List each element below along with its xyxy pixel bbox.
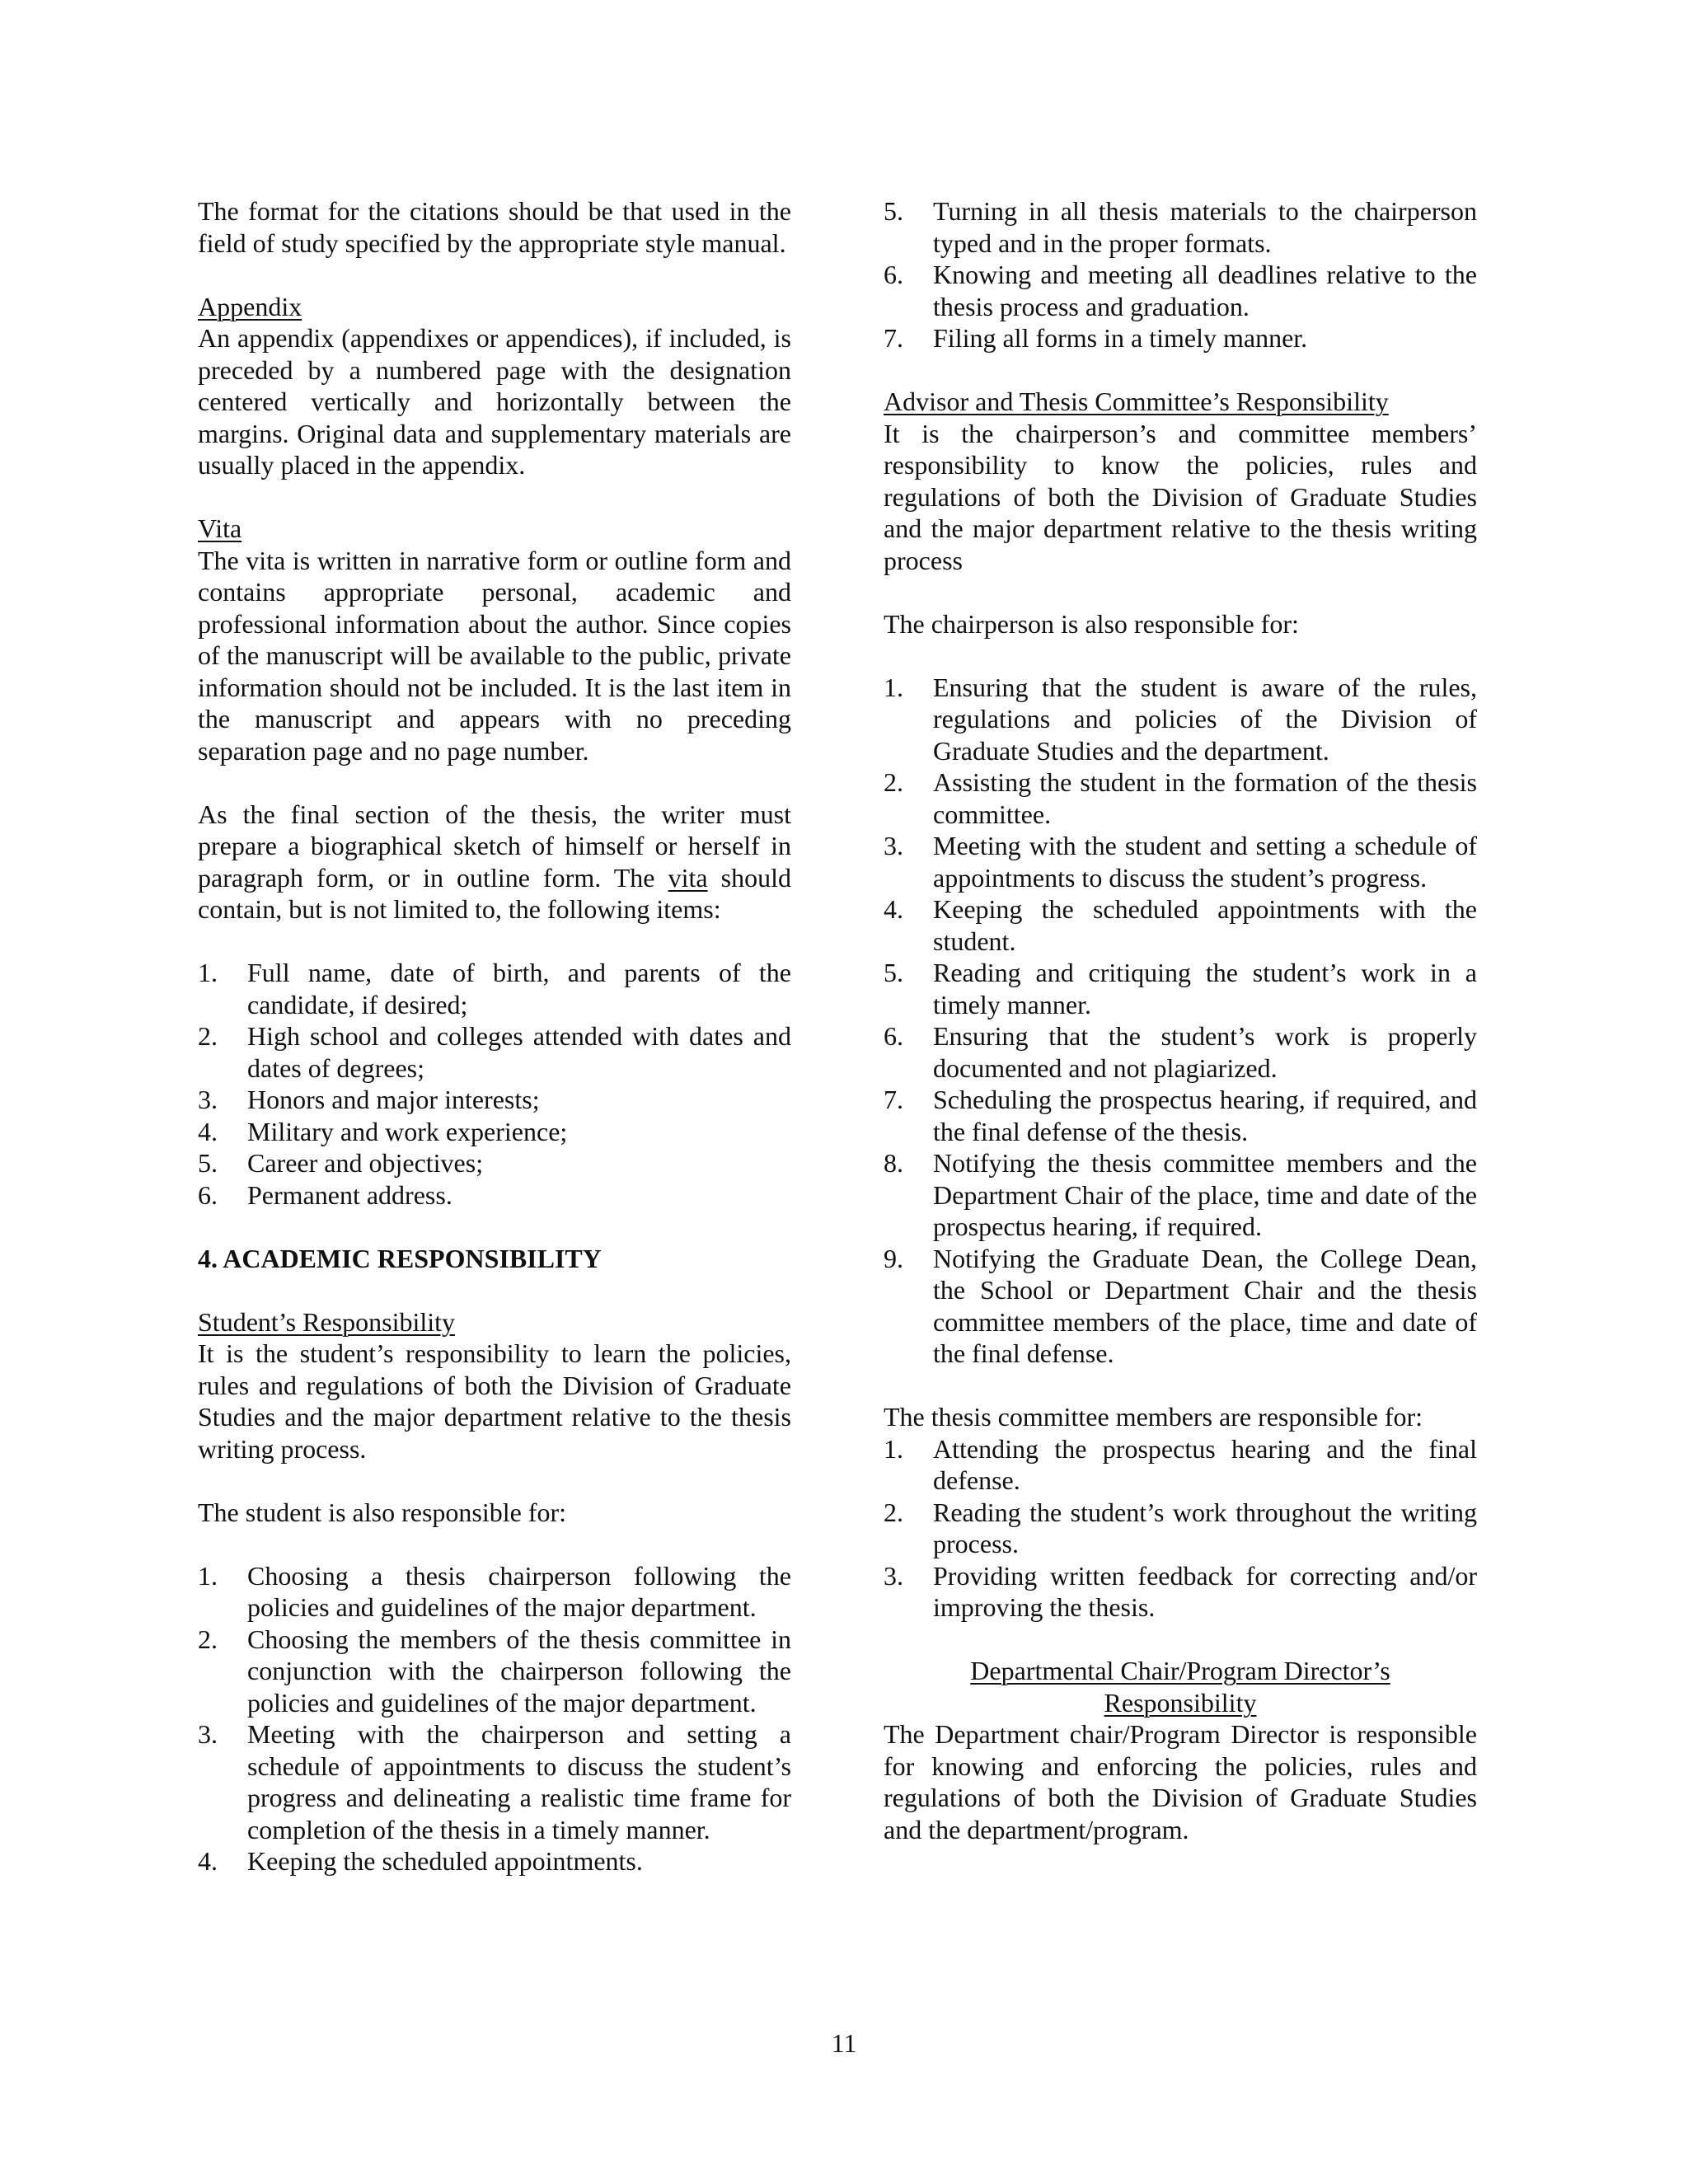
vita-items-list: [198, 957, 791, 1211]
committee-items-list: [884, 1433, 1477, 1624]
vita-paragraph: The vita is written in narrative form or outline form and contains appropriate personal, academic and professional information about the author. Since copies of the manuscript will be available to the public, private information should not be included. It is the last item in the manuscript and appears with no preceding separation page and no page number.: [198, 545, 791, 766]
list-item: 9. Notifying the Graduate Dean, the College Dean, the School or Department Chair and the thesis committee members of the place, time and date of the final defense.: [884, 1243, 1477, 1368]
list-item: 4. Keeping the scheduled appointments with the student.: [884, 894, 1477, 956]
list-item: 6. Knowing and meeting all deadlines relative to the thesis process and graduation.: [884, 260, 1477, 321]
department-chair-heading: Departmental Chair/Program Director’s Responsibility: [970, 1656, 1390, 1718]
list-item: 7. Filing all forms in a timely manner.: [884, 323, 1308, 353]
appendix-paragraph: An appendix (appendixes or appendices), if included, is preceded by a numbered page with the designation centered vertically and horizontally between the margins. Original data and supplementary materials are usually placed in the appendix.: [198, 323, 791, 480]
student-responsibility-paragraph: It is the student’s responsibility to learn the policies, rules and regulations of both the Division of Graduate Studies and the major department relative to the thesis writing process.: [198, 1338, 791, 1464]
left-column: [198, 195, 791, 1877]
list-item: 5. Career and objectives;: [198, 1148, 484, 1178]
chair-also-intro: The chairperson is also responsible for:: [884, 608, 1299, 639]
list-item: 5. Reading and critiquing the student’s work in a timely manner.: [884, 958, 1477, 1019]
list-item: 8. Notifying the thesis committee members and the Department Chair of the place, time and date of the prospectus hearing, if required.: [884, 1148, 1477, 1241]
advisor-committee-paragraph: It is the chairperson’s and committee members’ responsibility to know the policies, rules and regulations of both the Division of Graduate Studies and the major department relative to the thesis writing process: [884, 418, 1477, 575]
chair-items-list: [884, 672, 1477, 1370]
student-items-list: [198, 1560, 791, 1877]
vita-heading: Vita: [198, 513, 242, 543]
student-also-intro: The student is also responsible for:: [198, 1497, 567, 1527]
student-items-list-continued: [884, 195, 1477, 354]
list-item: 3. Meeting with the chairperson and setting a schedule of appointments to discuss the student’s progress and delineating a realistic time frame for completion of the thesis in a timely manner.: [198, 1719, 791, 1844]
vita-underlined-word: vita: [668, 862, 708, 893]
citation-paragraph: The format for the citations should be that used in the field of study specified by the appropriate style manual.: [198, 196, 791, 258]
right-column: [884, 195, 1477, 1845]
list-item: 4. Keeping the scheduled appointments.: [198, 1846, 643, 1876]
list-item: 6. Permanent address.: [198, 1179, 452, 1210]
list-item: 2. High school and colleges attended with dates and dates of degrees;: [198, 1021, 791, 1083]
section-title: 4. ACADEMIC RESPONSIBILITY: [198, 1243, 602, 1273]
list-item: 1. Attending the prospectus hearing and the final defense.: [884, 1433, 1477, 1495]
vita-items-intro: As the final section of the thesis, the writer must prepare a biographical sketch of himself or herself in paragraph form, or in outline form. The vita should contain, but is not limited to, the following items:: [198, 799, 791, 924]
department-chair-paragraph: The Department chair/Program Director is responsible for knowing and enforcing the policies, rules and regulations of both the Division of Graduate Studies and the department/program.: [884, 1719, 1477, 1844]
list-item: 1. Choosing a thesis chairperson following the policies and guidelines of the major department.: [198, 1560, 791, 1622]
committee-intro: The thesis committee members are responsible for:: [884, 1402, 1423, 1432]
list-item: 1. Full name, date of birth, and parents of the candidate, if desired;: [198, 958, 791, 1019]
list-item: 2. Reading the student’s work throughout the writing process.: [884, 1497, 1477, 1558]
list-item: 1. Ensuring that the student is aware of the rules, regulations and policies of the Division of Graduate Studies and the department.: [884, 672, 1477, 766]
list-item: 3. Providing written feedback for correcting and/or improving the thesis.: [884, 1560, 1477, 1622]
list-item: 2. Assisting the student in the formation of the thesis committee.: [884, 767, 1477, 829]
list-item: 3. Honors and major interests;: [198, 1085, 540, 1114]
list-item: 2. Choosing the members of the thesis committee in conjunction with the chairperson following the policies and guidelines of the major department.: [198, 1624, 791, 1718]
list-item: 4. Military and work experience;: [198, 1116, 568, 1146]
list-item: 7. Scheduling the prospectus hearing, if required, and the final defense of the thesis.: [884, 1085, 1477, 1146]
list-item: 5. Turning in all thesis materials to the chairperson typed and in the proper formats.: [884, 196, 1477, 258]
advisor-committee-heading: Advisor and Thesis Committee’s Responsibility: [884, 387, 1389, 416]
list-item: 6. Ensuring that the student’s work is properly documented and not plagiarized.: [884, 1021, 1477, 1083]
page-number: 11: [831, 2028, 857, 2058]
list-item: 3. Meeting with the student and setting a schedule of appointments to discuss the student’s progress.: [884, 831, 1477, 893]
appendix-heading: Appendix: [198, 291, 302, 321]
student-responsibility-heading: Student’s Responsibility: [198, 1306, 456, 1337]
